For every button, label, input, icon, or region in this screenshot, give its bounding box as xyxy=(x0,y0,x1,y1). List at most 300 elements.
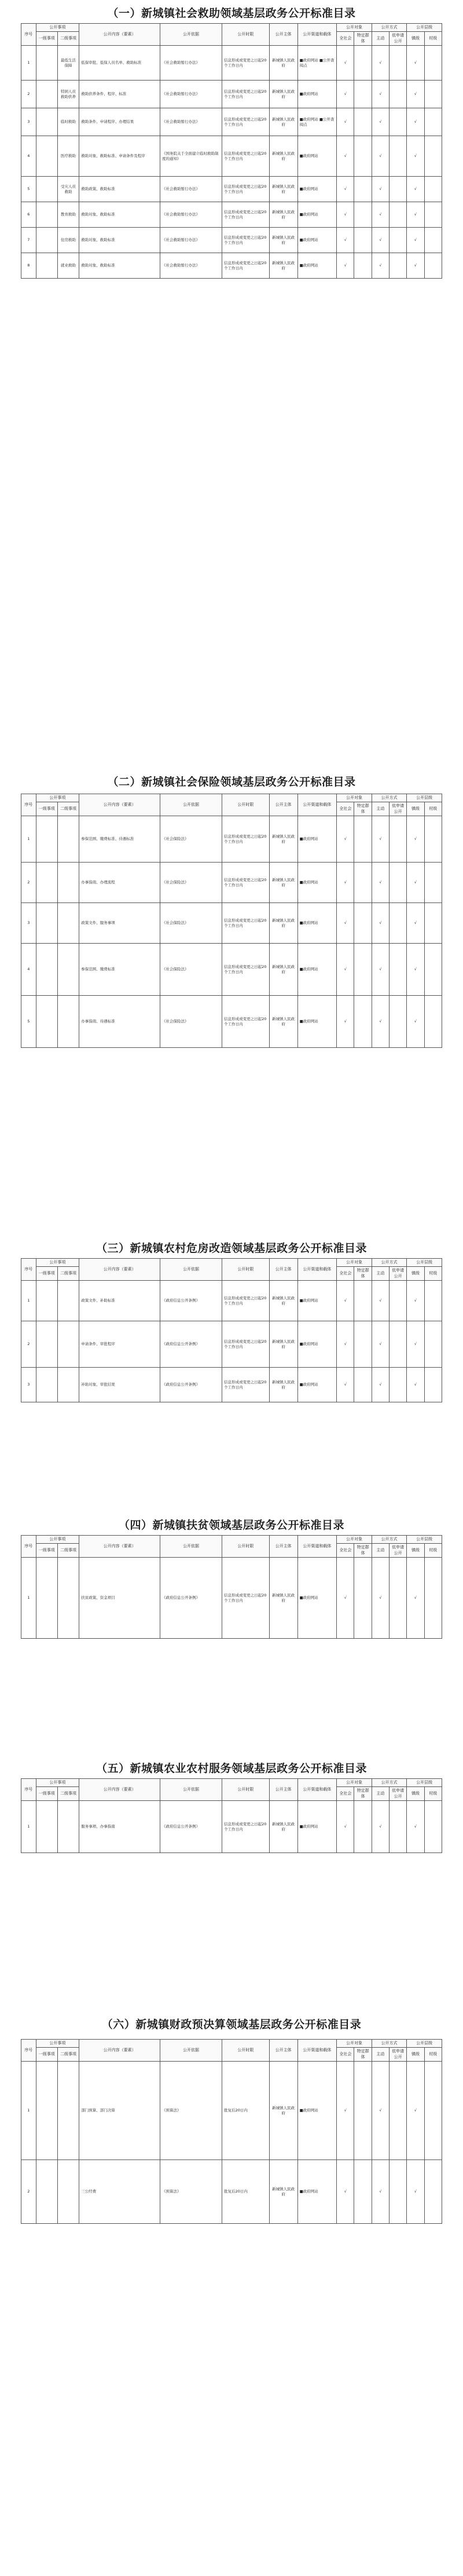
cell-basis: 《社会保险法》 xyxy=(160,816,222,863)
cell-channel: ■政府网站 xyxy=(297,1558,337,1639)
cell-all: √ xyxy=(337,903,354,944)
header-l1: 一级事项 xyxy=(36,802,57,816)
cell-village xyxy=(424,2062,442,2160)
cell-ask: √ xyxy=(372,253,389,279)
cell-l1 xyxy=(36,944,57,996)
cell-content: 救助供养条件、程序、标准 xyxy=(79,81,160,108)
header-content: 公开内容（要素） xyxy=(79,1259,160,1281)
catalog-table xyxy=(21,2039,442,2224)
header-subject: 公开主体 xyxy=(269,1536,297,1558)
table-row xyxy=(21,996,442,1048)
table-row xyxy=(21,177,442,202)
table-row xyxy=(21,253,442,279)
cell-time: 批复后20日内 xyxy=(222,2062,270,2160)
cell-l1 xyxy=(36,202,57,228)
cell-sp xyxy=(354,816,372,863)
cell-no: 1 xyxy=(21,1801,36,1853)
cell-all: √ xyxy=(337,996,354,1048)
header-basis: 公开依据 xyxy=(160,794,222,816)
cell-l2: 临时救助 xyxy=(57,108,79,136)
cell-village xyxy=(424,108,442,136)
cell-subject: 新城镇人民政府 xyxy=(269,1281,297,1321)
header-active: 主动 xyxy=(372,2048,389,2062)
cell-apply xyxy=(389,2160,407,2224)
cell-time: 信息形成或变更之日起20个工作日内 xyxy=(222,903,270,944)
cell-no: 2 xyxy=(21,81,36,108)
header-active: 主动 xyxy=(372,802,389,816)
header-l1: 一级事项 xyxy=(36,1544,57,1558)
cell-town: √ xyxy=(407,1281,424,1321)
header-apply: 依申请公开 xyxy=(389,1267,407,1281)
header-target: 公开对象 xyxy=(337,2040,372,2048)
cell-content: 参保范围、缴费标准 xyxy=(79,944,160,996)
header-time: 公开时限 xyxy=(222,1259,270,1281)
header-mode: 公开方式 xyxy=(372,2040,407,2048)
cell-content: 办事指南、待遇标准 xyxy=(79,996,160,1048)
cell-subject: 新城镇人民政府 xyxy=(269,816,297,863)
cell-basis: 《社会救助暂行办法》 xyxy=(160,253,222,279)
cell-all: √ xyxy=(337,1558,354,1639)
cell-time: 信息形成或变更之日起20个工作日内 xyxy=(222,253,270,279)
table-row xyxy=(21,1801,442,1853)
header-town: 镇级 xyxy=(407,2048,424,2062)
header-level: 公开层级 xyxy=(407,1259,442,1267)
cell-channel: ■政府网站 xyxy=(297,816,337,863)
cell-town: √ xyxy=(407,177,424,202)
cell-basis: 《社会救助暂行办法》 xyxy=(160,228,222,253)
cell-village xyxy=(424,202,442,228)
header-no: 序号 xyxy=(21,24,36,46)
cell-sp xyxy=(354,1801,372,1853)
header-no: 序号 xyxy=(21,1259,36,1281)
cell-ask: √ xyxy=(372,46,389,81)
header-l2: 二级事项 xyxy=(57,1267,79,1281)
table-row xyxy=(21,2062,442,2160)
cell-village xyxy=(424,46,442,81)
cell-l2 xyxy=(57,944,79,996)
section-title: （四）新城镇扶贫领域基层政务公开标准目录 xyxy=(118,1519,344,1532)
cell-no: 1 xyxy=(21,1558,36,1639)
header-basis: 公开依据 xyxy=(160,24,222,46)
cell-l2 xyxy=(57,1368,79,1402)
header-apply: 依申请公开 xyxy=(389,2048,407,2062)
cell-sp xyxy=(354,1558,372,1639)
header-town: 镇级 xyxy=(407,1267,424,1281)
cell-no: 2 xyxy=(21,1321,36,1368)
header-target: 公开对象 xyxy=(337,24,372,32)
cell-channel: ■政府网站 xyxy=(297,1368,337,1402)
cell-no: 5 xyxy=(21,996,36,1048)
cell-content: 申请条件、审批程序 xyxy=(79,1321,160,1368)
cell-sp xyxy=(354,108,372,136)
header-active: 主动 xyxy=(372,1267,389,1281)
cell-ask: √ xyxy=(372,816,389,863)
cell-content: 救助对象、救助标准、申请条件及程序 xyxy=(79,136,160,177)
cell-subject: 新城镇人民政府 xyxy=(269,996,297,1048)
cell-l2 xyxy=(57,1281,79,1321)
cell-l2: 住房救助 xyxy=(57,228,79,253)
header-all: 全社会 xyxy=(337,802,354,816)
cell-content: 救助对象、救助标准 xyxy=(79,202,160,228)
cell-basis: 《社会救助暂行办法》 xyxy=(160,202,222,228)
header-channel: 公开渠道和载体 xyxy=(297,2040,337,2062)
cell-basis: 《社会救助暂行办法》 xyxy=(160,81,222,108)
header-village: 村级 xyxy=(424,802,442,816)
cell-town: √ xyxy=(407,816,424,863)
header-content: 公开内容（要素） xyxy=(79,2040,160,2062)
table-row xyxy=(21,1321,442,1368)
cell-all: √ xyxy=(337,253,354,279)
cell-content: 救助条件、申请程序、办理结果 xyxy=(79,108,160,136)
cell-subject: 新城镇人民政府 xyxy=(269,177,297,202)
cell-time: 信息形成或变更之日起20个工作日内 xyxy=(222,996,270,1048)
cell-channel: ■政府网站 xyxy=(297,863,337,903)
header-items: 公开事项 xyxy=(36,2040,79,2048)
cell-content: 扶贫政策、资金项目 xyxy=(79,1558,160,1639)
section-title: （六）新城镇财政预决算领域基层政务公开标准目录 xyxy=(101,2018,362,2031)
cell-l1 xyxy=(36,177,57,202)
header-target: 公开对象 xyxy=(337,1536,372,1544)
cell-basis: 《社会保险法》 xyxy=(160,903,222,944)
header-time: 公开时限 xyxy=(222,1536,270,1558)
cell-village xyxy=(424,1321,442,1368)
header-l2: 二级事项 xyxy=(57,802,79,816)
cell-l1 xyxy=(36,1558,57,1639)
cell-content: 服务事项、办事指南 xyxy=(79,1801,160,1853)
header-content: 公开内容（要素） xyxy=(79,1536,160,1558)
cell-channel: ■政府网站 xyxy=(297,2160,337,2224)
cell-content: 补助对象、审批结果 xyxy=(79,1368,160,1402)
cell-subject: 新城镇人民政府 xyxy=(269,202,297,228)
table-row xyxy=(21,81,442,108)
cell-time: 信息形成或变更之日起20个工作日内 xyxy=(222,108,270,136)
header-channel: 公开渠道和载体 xyxy=(297,1536,337,1558)
cell-time: 信息形成或变更之日起20个工作日内 xyxy=(222,863,270,903)
header-all: 全社会 xyxy=(337,32,354,46)
cell-l2: 就业救助 xyxy=(57,253,79,279)
cell-ask: √ xyxy=(372,108,389,136)
header-items: 公开事项 xyxy=(36,1259,79,1267)
cell-sp xyxy=(354,136,372,177)
cell-sp xyxy=(354,2160,372,2224)
cell-ask: √ xyxy=(372,228,389,253)
catalog-table xyxy=(21,794,442,1048)
cell-no: 5 xyxy=(21,177,36,202)
header-mode: 公开方式 xyxy=(372,1779,407,1787)
cell-l2 xyxy=(57,1801,79,1853)
cell-l2 xyxy=(57,816,79,863)
header-no: 序号 xyxy=(21,2040,36,2062)
header-specific: 特定群体 xyxy=(354,1544,372,1558)
cell-apply xyxy=(389,863,407,903)
cell-ask: √ xyxy=(372,2160,389,2224)
header-content: 公开内容（要素） xyxy=(79,24,160,46)
cell-sp xyxy=(354,1281,372,1321)
header-all: 全社会 xyxy=(337,1267,354,1281)
header-target: 公开对象 xyxy=(337,1779,372,1787)
cell-village xyxy=(424,863,442,903)
header-l1: 一级事项 xyxy=(36,1267,57,1281)
cell-l2: 特困人员救助供养 xyxy=(57,81,79,108)
cell-l1 xyxy=(36,108,57,136)
header-subject: 公开主体 xyxy=(269,794,297,816)
cell-l1 xyxy=(36,136,57,177)
header-basis: 公开依据 xyxy=(160,2040,222,2062)
cell-ask: √ xyxy=(372,177,389,202)
cell-village xyxy=(424,228,442,253)
cell-no: 3 xyxy=(21,108,36,136)
cell-basis: 《预算法》 xyxy=(160,2062,222,2160)
header-no: 序号 xyxy=(21,1779,36,1801)
cell-sp xyxy=(354,1321,372,1368)
cell-sp xyxy=(354,228,372,253)
cell-apply xyxy=(389,1368,407,1402)
cell-l1 xyxy=(36,1321,57,1368)
cell-l1 xyxy=(36,1368,57,1402)
cell-time: 信息形成或变更之日起20个工作日内 xyxy=(222,202,270,228)
cell-ask: √ xyxy=(372,202,389,228)
cell-town: √ xyxy=(407,1368,424,1402)
cell-village xyxy=(424,816,442,863)
cell-all: √ xyxy=(337,108,354,136)
cell-village xyxy=(424,81,442,108)
header-l1: 一级事项 xyxy=(36,32,57,46)
header-target: 公开对象 xyxy=(337,1259,372,1267)
cell-town: √ xyxy=(407,136,424,177)
cell-all: √ xyxy=(337,1801,354,1853)
cell-l2: 医疗救助 xyxy=(57,136,79,177)
cell-subject: 新城镇人民政府 xyxy=(269,2062,297,2160)
cell-all: √ xyxy=(337,46,354,81)
cell-subject: 新城镇人民政府 xyxy=(269,81,297,108)
cell-town: √ xyxy=(407,944,424,996)
cell-basis: 《政府信息公开条例》 xyxy=(160,1368,222,1402)
header-apply: 依申请公开 xyxy=(389,1544,407,1558)
cell-village xyxy=(424,903,442,944)
cell-content: 部门预算、部门决算 xyxy=(79,2062,160,2160)
cell-apply xyxy=(389,177,407,202)
cell-channel: ■政府网站 xyxy=(297,177,337,202)
cell-subject: 新城镇人民政府 xyxy=(269,1801,297,1853)
cell-basis: 《社会救助暂行办法》 xyxy=(160,177,222,202)
cell-l2: 教育救助 xyxy=(57,202,79,228)
header-l2: 二级事项 xyxy=(57,32,79,46)
cell-apply xyxy=(389,1558,407,1639)
cell-sp xyxy=(354,2062,372,2160)
cell-l2 xyxy=(57,863,79,903)
cell-town: √ xyxy=(407,108,424,136)
cell-time: 信息形成或变更之日起20个工作日内 xyxy=(222,944,270,996)
cell-l1 xyxy=(36,2160,57,2224)
cell-village xyxy=(424,1801,442,1853)
header-channel: 公开渠道和载体 xyxy=(297,794,337,816)
cell-ask: √ xyxy=(372,1558,389,1639)
cell-channel: ■政府网站 xyxy=(297,202,337,228)
cell-content: 救助对象、救助标准 xyxy=(79,253,160,279)
header-no: 序号 xyxy=(21,1536,36,1558)
header-specific: 特定群体 xyxy=(354,32,372,46)
cell-ask: √ xyxy=(372,1321,389,1368)
cell-time: 信息形成或变更之日起20个工作日内 xyxy=(222,136,270,177)
header-level: 公开层级 xyxy=(407,794,442,802)
cell-no: 1 xyxy=(21,2062,36,2160)
header-l1: 一级事项 xyxy=(36,1787,57,1801)
cell-time: 信息形成或变更之日起20个工作日内 xyxy=(222,816,270,863)
header-basis: 公开依据 xyxy=(160,1536,222,1558)
cell-channel: ■政府网站 ■公开查阅点 xyxy=(297,46,337,81)
cell-no: 1 xyxy=(21,46,36,81)
header-no: 序号 xyxy=(21,794,36,816)
header-town: 镇级 xyxy=(407,1787,424,1801)
cell-basis: 《国务院关于全面建立临时救助制度的通知》 xyxy=(160,136,222,177)
cell-subject: 新城镇人民政府 xyxy=(269,136,297,177)
cell-town: √ xyxy=(407,228,424,253)
header-l1: 一级事项 xyxy=(36,2048,57,2062)
header-specific: 特定群体 xyxy=(354,802,372,816)
header-level: 公开层级 xyxy=(407,1779,442,1787)
cell-l1 xyxy=(36,46,57,81)
cell-no: 4 xyxy=(21,136,36,177)
cell-town: √ xyxy=(407,2062,424,2160)
cell-apply xyxy=(389,816,407,863)
table-row xyxy=(21,2160,442,2224)
cell-apply xyxy=(389,1321,407,1368)
header-level: 公开层级 xyxy=(407,2040,442,2048)
cell-basis: 《政府信息公开条例》 xyxy=(160,1321,222,1368)
cell-sp xyxy=(354,177,372,202)
cell-town: √ xyxy=(407,2160,424,2224)
cell-village xyxy=(424,1368,442,1402)
header-village: 村级 xyxy=(424,1267,442,1281)
table-row xyxy=(21,903,442,944)
cell-time: 信息形成或变更之日起20个工作日内 xyxy=(222,177,270,202)
table-row xyxy=(21,816,442,863)
cell-channel: ■政府网站 xyxy=(297,1801,337,1853)
cell-subject: 新城镇人民政府 xyxy=(269,228,297,253)
cell-no: 4 xyxy=(21,944,36,996)
cell-subject: 新城镇人民政府 xyxy=(269,46,297,81)
cell-basis: 《预算法》 xyxy=(160,2160,222,2224)
cell-l2 xyxy=(57,2062,79,2160)
cell-time: 批复后20日内 xyxy=(222,2160,270,2224)
cell-town: √ xyxy=(407,863,424,903)
cell-subject: 新城镇人民政府 xyxy=(269,1558,297,1639)
header-time: 公开时限 xyxy=(222,794,270,816)
cell-sp xyxy=(354,996,372,1048)
cell-ask: √ xyxy=(372,944,389,996)
cell-time: 信息形成或变更之日起20个工作日内 xyxy=(222,1558,270,1639)
cell-basis: 《政府信息公开条例》 xyxy=(160,1801,222,1853)
cell-content: 救助对象、救助标准 xyxy=(79,228,160,253)
header-apply: 依申请公开 xyxy=(389,32,407,46)
cell-village xyxy=(424,1281,442,1321)
cell-subject: 新城镇人民政府 xyxy=(269,944,297,996)
header-mode: 公开方式 xyxy=(372,1536,407,1544)
cell-sp xyxy=(354,46,372,81)
cell-all: √ xyxy=(337,1368,354,1402)
cell-l1 xyxy=(36,863,57,903)
cell-apply xyxy=(389,944,407,996)
cell-village xyxy=(424,996,442,1048)
cell-apply xyxy=(389,1801,407,1853)
table-row xyxy=(21,863,442,903)
header-specific: 特定群体 xyxy=(354,1267,372,1281)
cell-no: 3 xyxy=(21,903,36,944)
catalog-table xyxy=(21,1778,442,1853)
header-mode: 公开方式 xyxy=(372,24,407,32)
cell-l2 xyxy=(57,1321,79,1368)
header-village: 村级 xyxy=(424,1544,442,1558)
cell-time: 信息形成或变更之日起20个工作日内 xyxy=(222,1801,270,1853)
header-town: 镇级 xyxy=(407,802,424,816)
cell-town: √ xyxy=(407,1801,424,1853)
cell-apply xyxy=(389,228,407,253)
cell-channel: ■政府网站 xyxy=(297,81,337,108)
cell-subject: 新城镇人民政府 xyxy=(269,108,297,136)
cell-l1 xyxy=(36,816,57,863)
cell-basis: 《社会保险法》 xyxy=(160,996,222,1048)
header-l2: 二级事项 xyxy=(57,2048,79,2062)
cell-channel: ■政府网站 xyxy=(297,996,337,1048)
cell-apply xyxy=(389,81,407,108)
cell-channel: ■政府网站 xyxy=(297,253,337,279)
cell-subject: 新城镇人民政府 xyxy=(269,1321,297,1368)
cell-l1 xyxy=(36,228,57,253)
cell-all: √ xyxy=(337,81,354,108)
cell-basis: 《社会保险法》 xyxy=(160,944,222,996)
cell-l2 xyxy=(57,996,79,1048)
cell-sp xyxy=(354,81,372,108)
table-row xyxy=(21,228,442,253)
header-time: 公开时限 xyxy=(222,2040,270,2062)
header-village: 村级 xyxy=(424,32,442,46)
section-title: （三）新城镇农村危房改造领域基层政务公开标准目录 xyxy=(95,1242,367,1255)
cell-channel: ■政府网站 xyxy=(297,944,337,996)
cell-channel: ■政府网站 xyxy=(297,903,337,944)
cell-time: 信息形成或变更之日起20个工作日内 xyxy=(222,46,270,81)
cell-channel: ■政府网站 xyxy=(297,1321,337,1368)
header-village: 村级 xyxy=(424,1787,442,1801)
header-content: 公开内容（要素） xyxy=(79,794,160,816)
header-town: 镇级 xyxy=(407,32,424,46)
cell-basis: 《政府信息公开条例》 xyxy=(160,1558,222,1639)
header-active: 主动 xyxy=(372,32,389,46)
header-channel: 公开渠道和载体 xyxy=(297,1779,337,1801)
cell-time: 信息形成或变更之日起20个工作日内 xyxy=(222,81,270,108)
cell-basis: 《政府信息公开条例》 xyxy=(160,1281,222,1321)
cell-ask: √ xyxy=(372,1281,389,1321)
table-row xyxy=(21,1281,442,1321)
cell-content: 救助政策、救助标准 xyxy=(79,177,160,202)
cell-ask: √ xyxy=(372,136,389,177)
cell-basis: 《社会救助暂行办法》 xyxy=(160,46,222,81)
catalog-table xyxy=(21,23,442,279)
cell-apply xyxy=(389,1281,407,1321)
cell-ask: √ xyxy=(372,2062,389,2160)
cell-village xyxy=(424,177,442,202)
cell-content: 参保范围、缴费标准、待遇标准 xyxy=(79,816,160,863)
cell-all: √ xyxy=(337,2062,354,2160)
cell-town: √ xyxy=(407,1321,424,1368)
cell-subject: 新城镇人民政府 xyxy=(269,253,297,279)
cell-all: √ xyxy=(337,177,354,202)
cell-all: √ xyxy=(337,816,354,863)
header-l2: 二级事项 xyxy=(57,1787,79,1801)
cell-sp xyxy=(354,863,372,903)
cell-l2: 受灾人员救助 xyxy=(57,177,79,202)
cell-channel: ■政府网站 xyxy=(297,1281,337,1321)
header-time: 公开时限 xyxy=(222,1779,270,1801)
